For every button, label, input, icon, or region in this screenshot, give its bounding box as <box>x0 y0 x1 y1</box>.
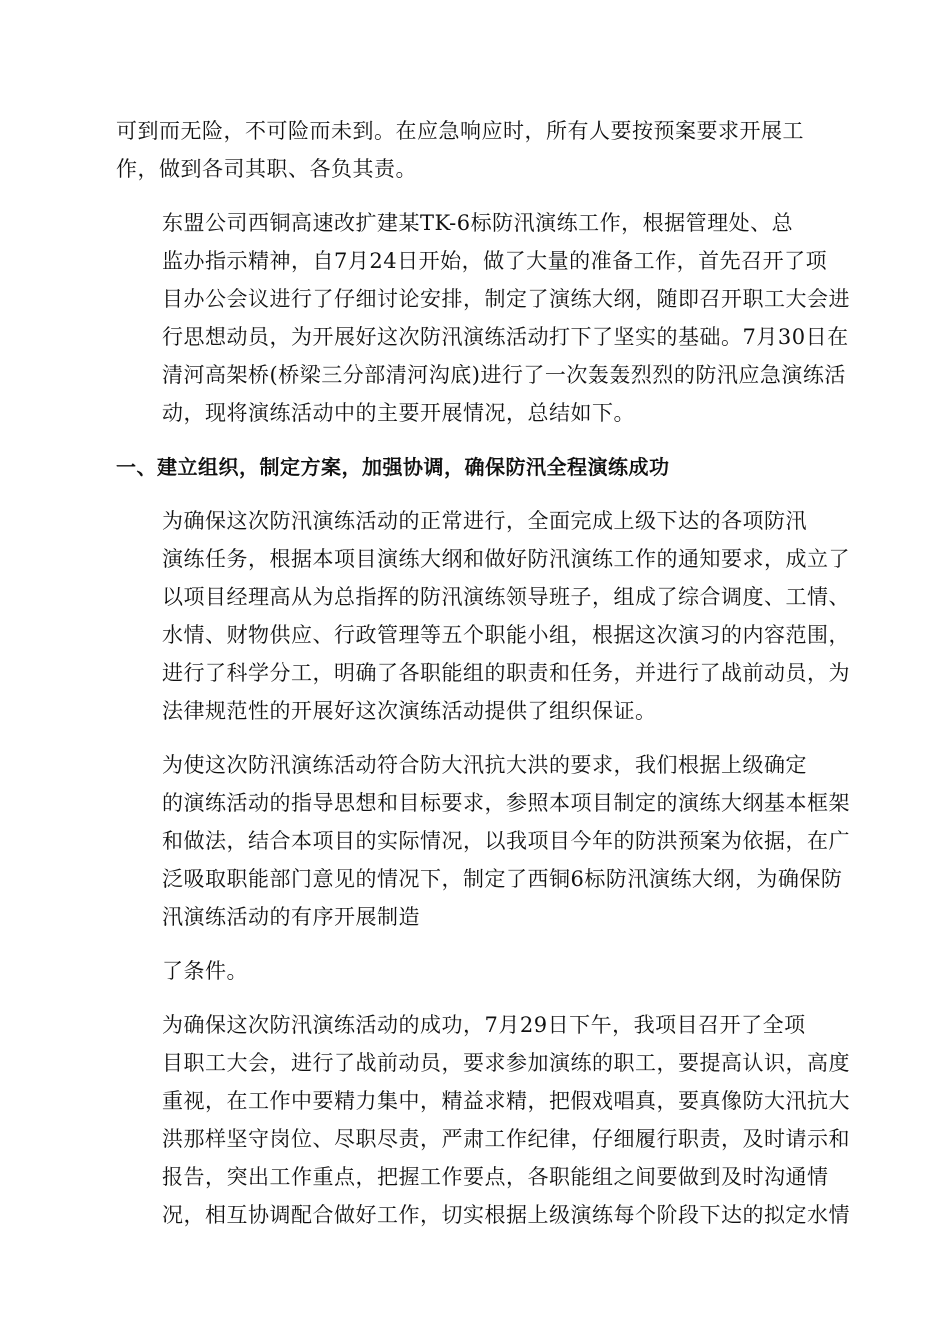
text-line: 和做法，结合本项目的实际情况，以我项目今年的防洪预案为依据，在广 <box>162 829 850 853</box>
text-line: 目职工大会，进行了战前动员，要求参加演练的职工，要提高认识，高度 <box>162 1051 850 1075</box>
paragraph-continued <box>116 112 834 188</box>
text-line: 重视，在工作中要精力集中，精益求精，把假戏唱真，要真像防大汛抗大 <box>162 1089 850 1113</box>
text-line: 以项目经理高从为总指挥的防汛演练领导班子，组成了综合调度、工情、 <box>162 585 850 609</box>
text-line: 汛演练活动的有序开展制造 <box>162 905 420 929</box>
text-line: 的演练活动的指导思想和目标要求，参照本项目制定的演练大纲基本框架 <box>162 791 850 815</box>
text-line: 作，做到各司其职、各负其责。 <box>116 157 417 181</box>
text-line: 为使这次防汛演练活动符合防大汛抗大洪的要求，我们根据上级确定 <box>162 753 807 777</box>
text-line: 洪那样坚守岗位、尽职尽责，严肃工作纪律，仔细履行职责，及时请示和 <box>162 1127 850 1151</box>
paragraph-plan <box>116 746 850 936</box>
paragraph-intro <box>116 204 850 432</box>
section-heading: 一、建立组织，制定方案，加强协调，确保防汛全程演练成功 <box>116 455 670 479</box>
text-line: 目办公会议进行了仔细讨论安排，制定了演练大纲，随即召开职工大会进 <box>162 287 850 311</box>
text-line: 动，现将演练活动中的主要开展情况，总结如下。 <box>162 401 635 425</box>
paragraph-organization <box>116 502 850 730</box>
text-line: 了条件。 <box>162 959 248 983</box>
document-body <box>116 112 850 1250</box>
paragraph-fragment <box>116 952 834 990</box>
text-line: 清河高架桥(桥梁三分部清河沟底)进行了一次轰轰烈烈的防汛应急演练活 <box>162 363 846 387</box>
text-line: 为确保这次防汛演练活动的正常进行，全面完成上级下达的各项防汛 <box>162 509 807 533</box>
text-line: 为确保这次防汛演练活动的成功，7月29日下午，我项目召开了全项 <box>162 1013 806 1037</box>
text-line: 行思想动员，为开展好这次防汛演练活动打下了坚实的基础。7月30日在 <box>162 325 849 349</box>
text-line: 监办指示精神，自7月24日开始，做了大量的准备工作，首先召开了项 <box>162 249 828 273</box>
text-line: 泛吸取职能部门意见的情况下，制定了西铜6标防汛演练大纲，为确保防 <box>162 867 843 891</box>
text-line: 演练任务，根据本项目演练大纲和做好防汛演练工作的通知要求，成立了 <box>162 547 850 571</box>
paragraph-mobilization <box>116 1006 850 1234</box>
text-line: 进行了科学分工，明确了各职能组的职责和任务，并进行了战前动员，为 <box>162 661 850 685</box>
text-line: 报告，突出工作重点，把握工作要点，各职能组之间要做到及时沟通情 <box>162 1165 829 1189</box>
text-line: 可到而无险，不可险而未到。在应急响应时，所有人要按预案要求开展工 <box>116 119 804 143</box>
text-line: 东盟公司西铜高速改扩建某TK-6标防汛演练工作，根据管理处、总 <box>162 211 794 235</box>
text-line: 水情、财物供应、行政管理等五个职能小组，根据这次演习的内容范围， <box>162 623 850 647</box>
text-line: 况，相互协调配合做好工作，切实根据上级演练每个阶段下达的拟定水情 <box>162 1203 850 1227</box>
text-line: 法律规范性的开展好这次演练活动提供了组织保证。 <box>162 699 657 723</box>
